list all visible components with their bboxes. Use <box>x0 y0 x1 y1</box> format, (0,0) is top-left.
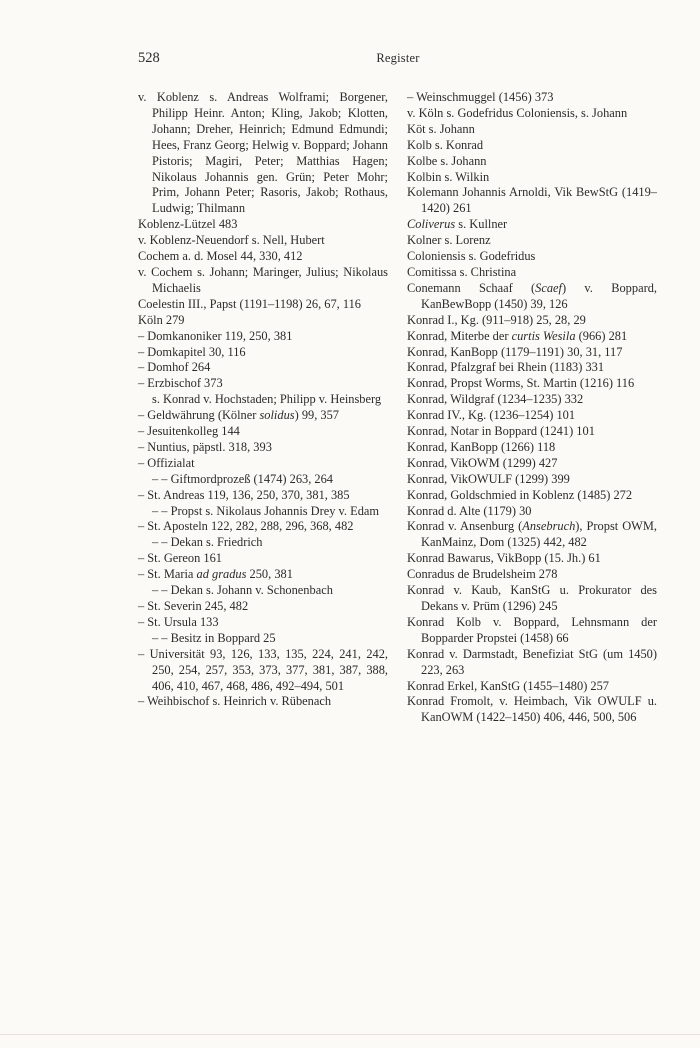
index-entry: – Weinschmuggel (1456) 373 <box>407 90 554 104</box>
index-entry: Kolbin s. Wilkin <box>407 169 490 184</box>
index-entry: Comitissa s. Christina <box>407 264 517 279</box>
index-entry: – St. Ursula 133 <box>138 614 219 629</box>
index-entry: Konrad, Pfalzgraf bei Rhein (1183) 331 <box>407 360 605 375</box>
index-entry: Kolemann Johannis Arnoldi, Vik BewStG (1419–1420) 261 <box>407 185 657 216</box>
index-entry: Konrad, KanBopp (1266) 118 <box>407 439 556 454</box>
index-entry: Kolner s. Lorenz <box>407 233 491 248</box>
index-entry: – Geldwährung (Kölner solidus) 99, 357 <box>138 408 339 423</box>
index-entry: v. Koblenz s. Andreas Wolframi; Borgener, Philipp Heinr. Anton; Kling, Jakob; Klotten, Johann; Dreher, Heinrich; Edmund Edmundi; Hees, Franz Georg; Helwig v. Boppard; Johann Pistoris; Magiri, Peter; Matthias Hagen; Nikolaus Johannis gen. Grün; Peter Mohr; Prim, Johann Peter; Rasoris, Jakob; Rothaus, Ludwig; Thilmann <box>138 90 388 216</box>
index-entry: Kolbe s. Johann <box>407 153 487 168</box>
index-entry: – St. Maria ad gradus 250, 381 <box>138 567 293 582</box>
index-entry: Konrad, Wildgraf (1234–1235) 332 <box>407 392 584 407</box>
index-entry: Konrad d. Alte (1179) 30 <box>407 503 532 518</box>
index-entry: – St. Gereon 161 <box>138 551 222 566</box>
index-entry: Konrad, Miterbe der curtis Wesila (966) 281 <box>407 328 628 343</box>
index-entry: – Weihbischof s. Heinrich v. Rübenach <box>138 694 332 709</box>
index-entry: Coelestin III., Papst (1191–1198) 26, 67, 116 <box>138 296 362 311</box>
index-entry: – Domkapitel 30, 116 <box>138 344 246 359</box>
index-entry: Konrad, Propst Worms, St. Martin (1216) 116 <box>407 376 635 391</box>
bottom-edge-line <box>0 1034 700 1035</box>
index-entry: Konrad Erkel, KanStG (1455–1480) 257 <box>407 678 610 693</box>
index-entry: – – Dekan s. Friedrich <box>152 535 263 550</box>
index-entry: Konrad v. Kaub, KanStG u. Prokurator des Dekans v. Prüm (1296) 245 <box>407 583 657 613</box>
index-entry: Konrad Fromolt, v. Heimbach, Vik OWULF u. KanOWM (1422–1450) 406, 446, 500, 506 <box>407 694 657 725</box>
index-entry: – Erzbischof 373 <box>138 376 223 391</box>
index-entry: Konrad, KanBopp (1179–1191) 30, 31, 117 <box>407 344 623 359</box>
index-entry: – Domhof 264 <box>138 360 211 375</box>
index-entry: Konrad, VikOWULF (1299) 399 <box>407 471 570 486</box>
index-entry: Konrad IV., Kg. (1236–1254) 101 <box>407 408 576 423</box>
index-entry: – – Dekan s. Johann v. Schonenbach <box>152 583 333 598</box>
index-entry: – – Besitz in Boppard 25 <box>152 630 276 645</box>
index-entry: – St. Andreas 119, 136, 250, 370, 381, 385 <box>138 487 350 502</box>
index-column-left <box>138 90 388 710</box>
index-entry: Köt s. Johann <box>407 121 475 136</box>
page-header <box>138 50 658 70</box>
index-entry: – Jesuitenkolleg 144 <box>138 424 240 439</box>
index-entry: Konrad Bawarus, VikBopp (15. Jh.) 61 <box>407 551 601 566</box>
index-entry: – St. Severin 245, 482 <box>138 599 249 613</box>
index-entry: Coliverus s. Kullner <box>407 217 508 232</box>
index-entry: Conemann Schaaf (Scaef) v. Boppard, KanBewBopp (1450) 39, 126 <box>407 280 657 311</box>
index-entry: Köln 279 <box>138 312 185 327</box>
index-entry: – – Giftmordprozeß (1474) 263, 264 <box>152 471 334 486</box>
index-entry: – Universität 93, 126, 133, 135, 224, 241, 242, 250, 254, 257, 353, 373, 377, 381, 387, 388, 406, 410, 467, 468, 486, 492–494, 501 <box>138 646 388 693</box>
index-column-right <box>407 90 657 726</box>
index-entry: Kolb s. Konrad <box>407 137 484 152</box>
index-entry: – Offizialat <box>138 455 195 470</box>
index-entry: Konrad I., Kg. (911–918) 25, 28, 29 <box>407 312 586 327</box>
index-entry: s. Konrad v. Hochstaden; Philipp v. Heinsberg <box>152 392 382 407</box>
running-head: Register <box>376 51 420 65</box>
index-entry: Conradus de Brudelsheim 278 <box>407 567 558 582</box>
index-entry: Konrad v. Darmstadt, Benefiziat StG (um 1450) 223, 263 <box>407 646 657 677</box>
index-entry: – St. Aposteln 122, 282, 288, 296, 368, 482 <box>138 519 354 534</box>
index-entry: Konrad, VikOWM (1299) 427 <box>407 455 558 470</box>
index-entry: – Domkanoniker 119, 250, 381 <box>138 328 293 343</box>
page-number: 528 <box>138 50 160 66</box>
index-entry: Koblenz-Lützel 483 <box>138 217 238 232</box>
index-entry: – Nuntius, päpstl. 318, 393 <box>138 439 272 454</box>
index-entry: v. Cochem s. Johann; Maringer, Julius; Nikolaus Michaelis <box>138 264 388 295</box>
index-entry: v. Koblenz-Neuendorf s. Nell, Hubert <box>138 233 325 248</box>
index-entry: Konrad, Notar in Boppard (1241) 101 <box>407 424 595 439</box>
index-entry: – – Propst s. Nikolaus Johannis Drey v. Edam <box>152 503 380 518</box>
index-entry: Konrad, Goldschmied in Koblenz (1485) 272 <box>407 487 633 502</box>
index-entry: Konrad v. Ansenburg (Ansebruch), Propst OWM, KanMainz, Dom (1325) 442, 482 <box>407 519 657 550</box>
index-entry: v. Köln s. Godefridus Coloniensis, s. Johann <box>407 105 628 120</box>
index-entry: Coloniensis s. Godefridus <box>407 249 536 264</box>
index-entry: Cochem a. d. Mosel 44, 330, 412 <box>138 249 303 264</box>
index-entry: Konrad Kolb v. Boppard, Lehnsmann der Bopparder Propstei (1458) 66 <box>407 614 657 645</box>
